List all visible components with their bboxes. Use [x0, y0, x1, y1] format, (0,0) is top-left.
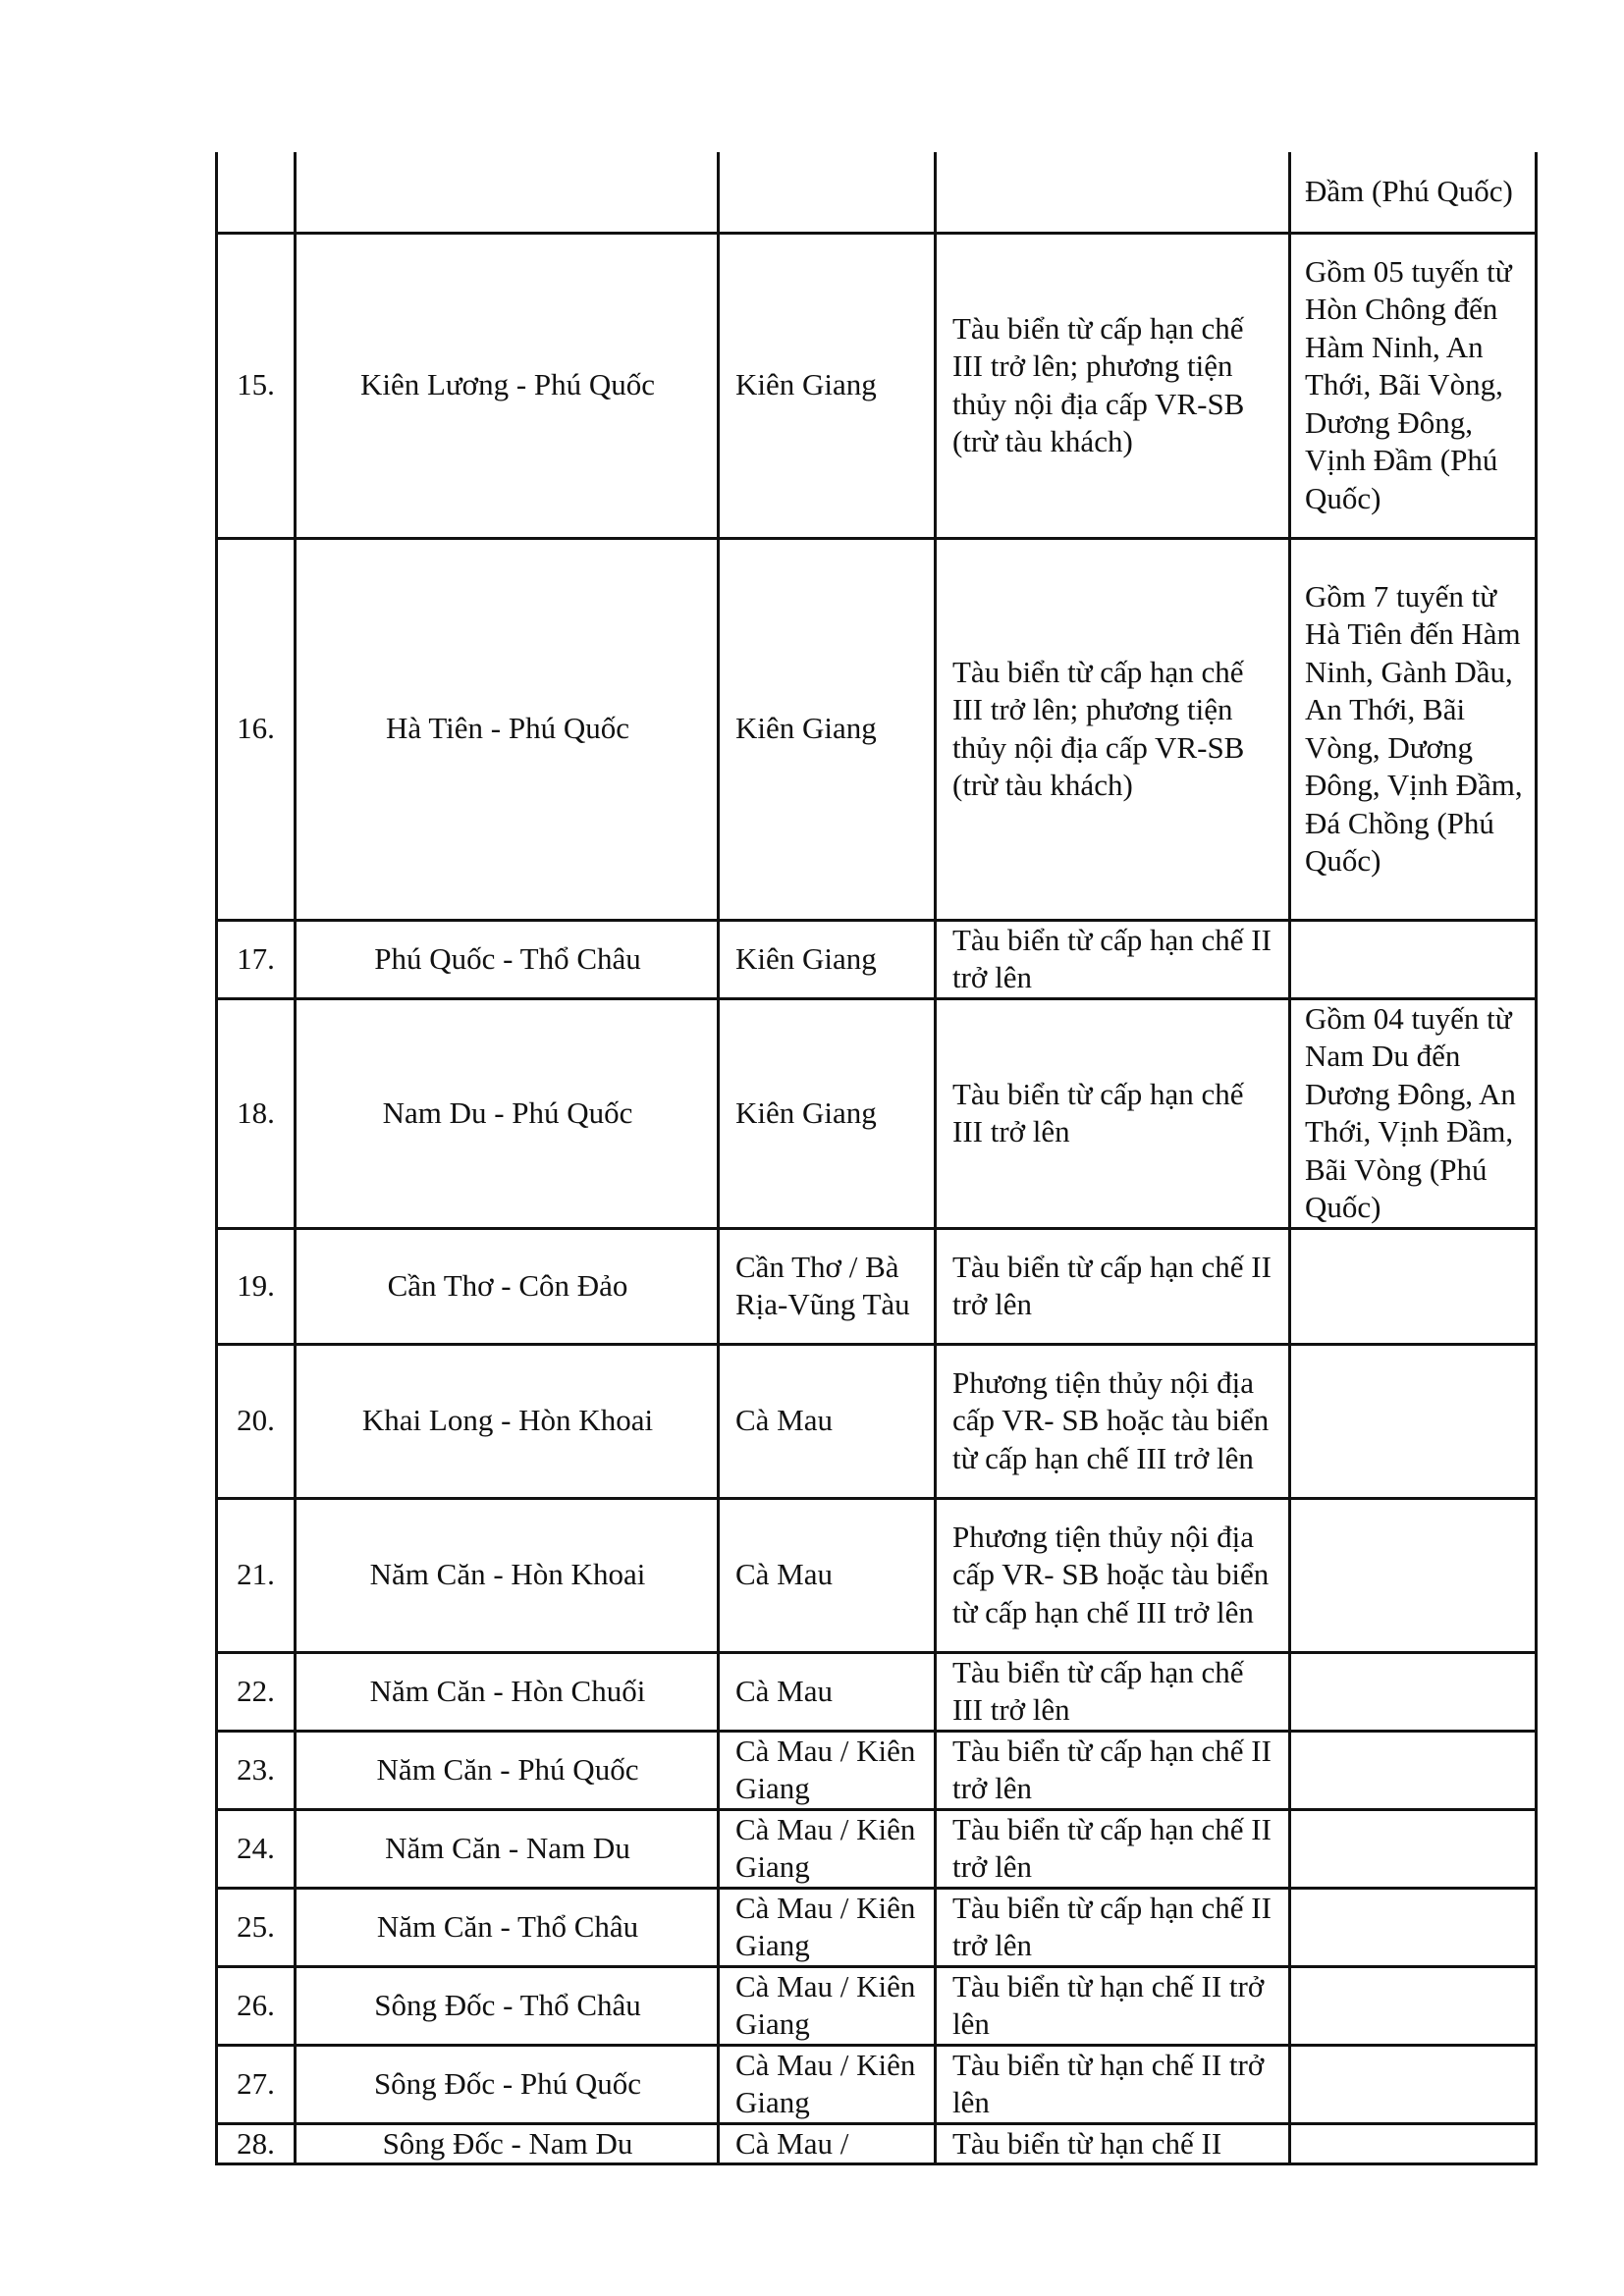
- row-number: 23.: [217, 1731, 296, 1809]
- vessel-class: [936, 152, 1290, 233]
- vessel-class: Tàu biển từ hạn chế II trở lên: [936, 2045, 1290, 2123]
- table-row: [217, 1888, 1537, 1966]
- route-name: Cần Thơ - Côn Đảo: [296, 1228, 719, 1344]
- route-name: [296, 152, 719, 233]
- route-name: Kiên Lương - Phú Quốc: [296, 233, 719, 538]
- province: Cần Thơ / Bà Rịa-Vũng Tàu: [719, 1228, 936, 1344]
- row-number: 21.: [217, 1498, 296, 1652]
- vessel-class: Tàu biển từ cấp hạn chế II trở lên: [936, 1731, 1290, 1809]
- route-name: Sông Đốc - Thổ Châu: [296, 1966, 719, 2045]
- route-note: [1290, 920, 1537, 998]
- table-row: [217, 538, 1537, 920]
- province: Kiên Giang: [719, 538, 936, 920]
- vessel-class: Tàu biển từ cấp hạn chế III trở lên; phương tiện thủy nội địa cấp VR-SB (trừ tàu khách): [936, 538, 1290, 920]
- row-number: 20.: [217, 1344, 296, 1498]
- route-name: Năm Căn - Phú Quốc: [296, 1731, 719, 1809]
- vessel-class: Tàu biển từ cấp hạn chế II trở lên: [936, 920, 1290, 998]
- table-row: [217, 920, 1537, 998]
- province: Kiên Giang: [719, 233, 936, 538]
- vessel-class: Tàu biển từ cấp hạn chế III trở lên: [936, 998, 1290, 1228]
- province: Kiên Giang: [719, 998, 936, 1228]
- route-name: Năm Căn - Hòn Chuối: [296, 1652, 719, 1731]
- table-row: [217, 233, 1537, 538]
- row-number: 24.: [217, 1809, 296, 1888]
- route-note: Gồm 04 tuyến từ Nam Du đến Dương Đông, An Thới, Vịnh Đầm, Bãi Vòng (Phú Quốc): [1290, 998, 1537, 1228]
- route-note: [1290, 1498, 1537, 1652]
- route-note: [1290, 2045, 1537, 2123]
- route-note: Gồm 7 tuyến từ Hà Tiên đến Hàm Ninh, Gành Dầu, An Thới, Bãi Vòng, Dương Đông, Vịnh Đầm, Đá Chồng (Phú Quốc): [1290, 538, 1537, 920]
- table-row: [217, 1498, 1537, 1652]
- province: Cà Mau / Kiên Giang: [719, 1966, 936, 2045]
- route-name: Nam Du - Phú Quốc: [296, 998, 719, 1228]
- row-number: 17.: [217, 920, 296, 998]
- route-note: [1290, 1888, 1537, 1966]
- row-number: 26.: [217, 1966, 296, 2045]
- vessel-class: Phương tiện thủy nội địa cấp VR- SB hoặc tàu biển từ cấp hạn chế III trở lên: [936, 1498, 1290, 1652]
- province: Kiên Giang: [719, 920, 936, 998]
- row-number: 18.: [217, 998, 296, 1228]
- row-number: 19.: [217, 1228, 296, 1344]
- route-name: Năm Căn - Nam Du: [296, 1809, 719, 1888]
- vessel-class: Phương tiện thủy nội địa cấp VR- SB hoặc tàu biển từ cấp hạn chế III trở lên: [936, 1344, 1290, 1498]
- table-row: [217, 1344, 1537, 1498]
- route-name: Sông Đốc - Nam Du: [296, 2123, 719, 2164]
- route-name: Phú Quốc - Thổ Châu: [296, 920, 719, 998]
- vessel-class: Tàu biển từ cấp hạn chế III trở lên: [936, 1652, 1290, 1731]
- table-row: [217, 1809, 1537, 1888]
- route-name: Sông Đốc - Phú Quốc: [296, 2045, 719, 2123]
- table-row: [217, 152, 1537, 233]
- province: Cà Mau / Kiên Giang: [719, 1888, 936, 1966]
- province: Cà Mau: [719, 1498, 936, 1652]
- vessel-class: Tàu biển từ cấp hạn chế II trở lên: [936, 1228, 1290, 1344]
- vessel-class: Tàu biển từ cấp hạn chế II trở lên: [936, 1888, 1290, 1966]
- routes-table: [215, 152, 1538, 2165]
- row-number: 16.: [217, 538, 296, 920]
- row-number: 22.: [217, 1652, 296, 1731]
- table-row: [217, 1731, 1537, 1809]
- route-note: [1290, 1966, 1537, 2045]
- route-note: Đầm (Phú Quốc): [1290, 152, 1537, 233]
- row-number: 15.: [217, 233, 296, 538]
- table-row: [217, 1652, 1537, 1731]
- row-number: [217, 152, 296, 233]
- vessel-class: Tàu biển từ cấp hạn chế III trở lên; phương tiện thủy nội địa cấp VR-SB (trừ tàu khách): [936, 233, 1290, 538]
- route-note: [1290, 1344, 1537, 1498]
- table-row: [217, 2045, 1537, 2123]
- table-row: [217, 2123, 1537, 2164]
- vessel-class: Tàu biển từ hạn chế II: [936, 2123, 1290, 2164]
- route-note: [1290, 1731, 1537, 1809]
- table-row: [217, 998, 1537, 1228]
- routes-table-body: [217, 152, 1537, 2164]
- route-name: Năm Căn - Hòn Khoai: [296, 1498, 719, 1652]
- route-name: Năm Căn - Thổ Châu: [296, 1888, 719, 1966]
- province: Cà Mau / Kiên Giang: [719, 1731, 936, 1809]
- route-note: [1290, 2123, 1537, 2164]
- province: Cà Mau: [719, 1344, 936, 1498]
- row-number: 25.: [217, 1888, 296, 1966]
- route-note: [1290, 1228, 1537, 1344]
- route-name: Khai Long - Hòn Khoai: [296, 1344, 719, 1498]
- route-note: Gồm 05 tuyến từ Hòn Chông đến Hàm Ninh, An Thới, Bãi Vòng, Dương Đông, Vịnh Đầm (Phú Quốc): [1290, 233, 1537, 538]
- province: Cà Mau / Kiên Giang: [719, 2045, 936, 2123]
- province: Cà Mau: [719, 1652, 936, 1731]
- province: Cà Mau / Kiên Giang: [719, 1809, 936, 1888]
- route-name: Hà Tiên - Phú Quốc: [296, 538, 719, 920]
- row-number: 27.: [217, 2045, 296, 2123]
- route-note: [1290, 1809, 1537, 1888]
- route-note: [1290, 1652, 1537, 1731]
- province: [719, 152, 936, 233]
- table-row: [217, 1966, 1537, 2045]
- table-row: [217, 1228, 1537, 1344]
- vessel-class: Tàu biển từ cấp hạn chế II trở lên: [936, 1809, 1290, 1888]
- row-number: 28.: [217, 2123, 296, 2164]
- province: Cà Mau /: [719, 2123, 936, 2164]
- vessel-class: Tàu biển từ hạn chế II trở lên: [936, 1966, 1290, 2045]
